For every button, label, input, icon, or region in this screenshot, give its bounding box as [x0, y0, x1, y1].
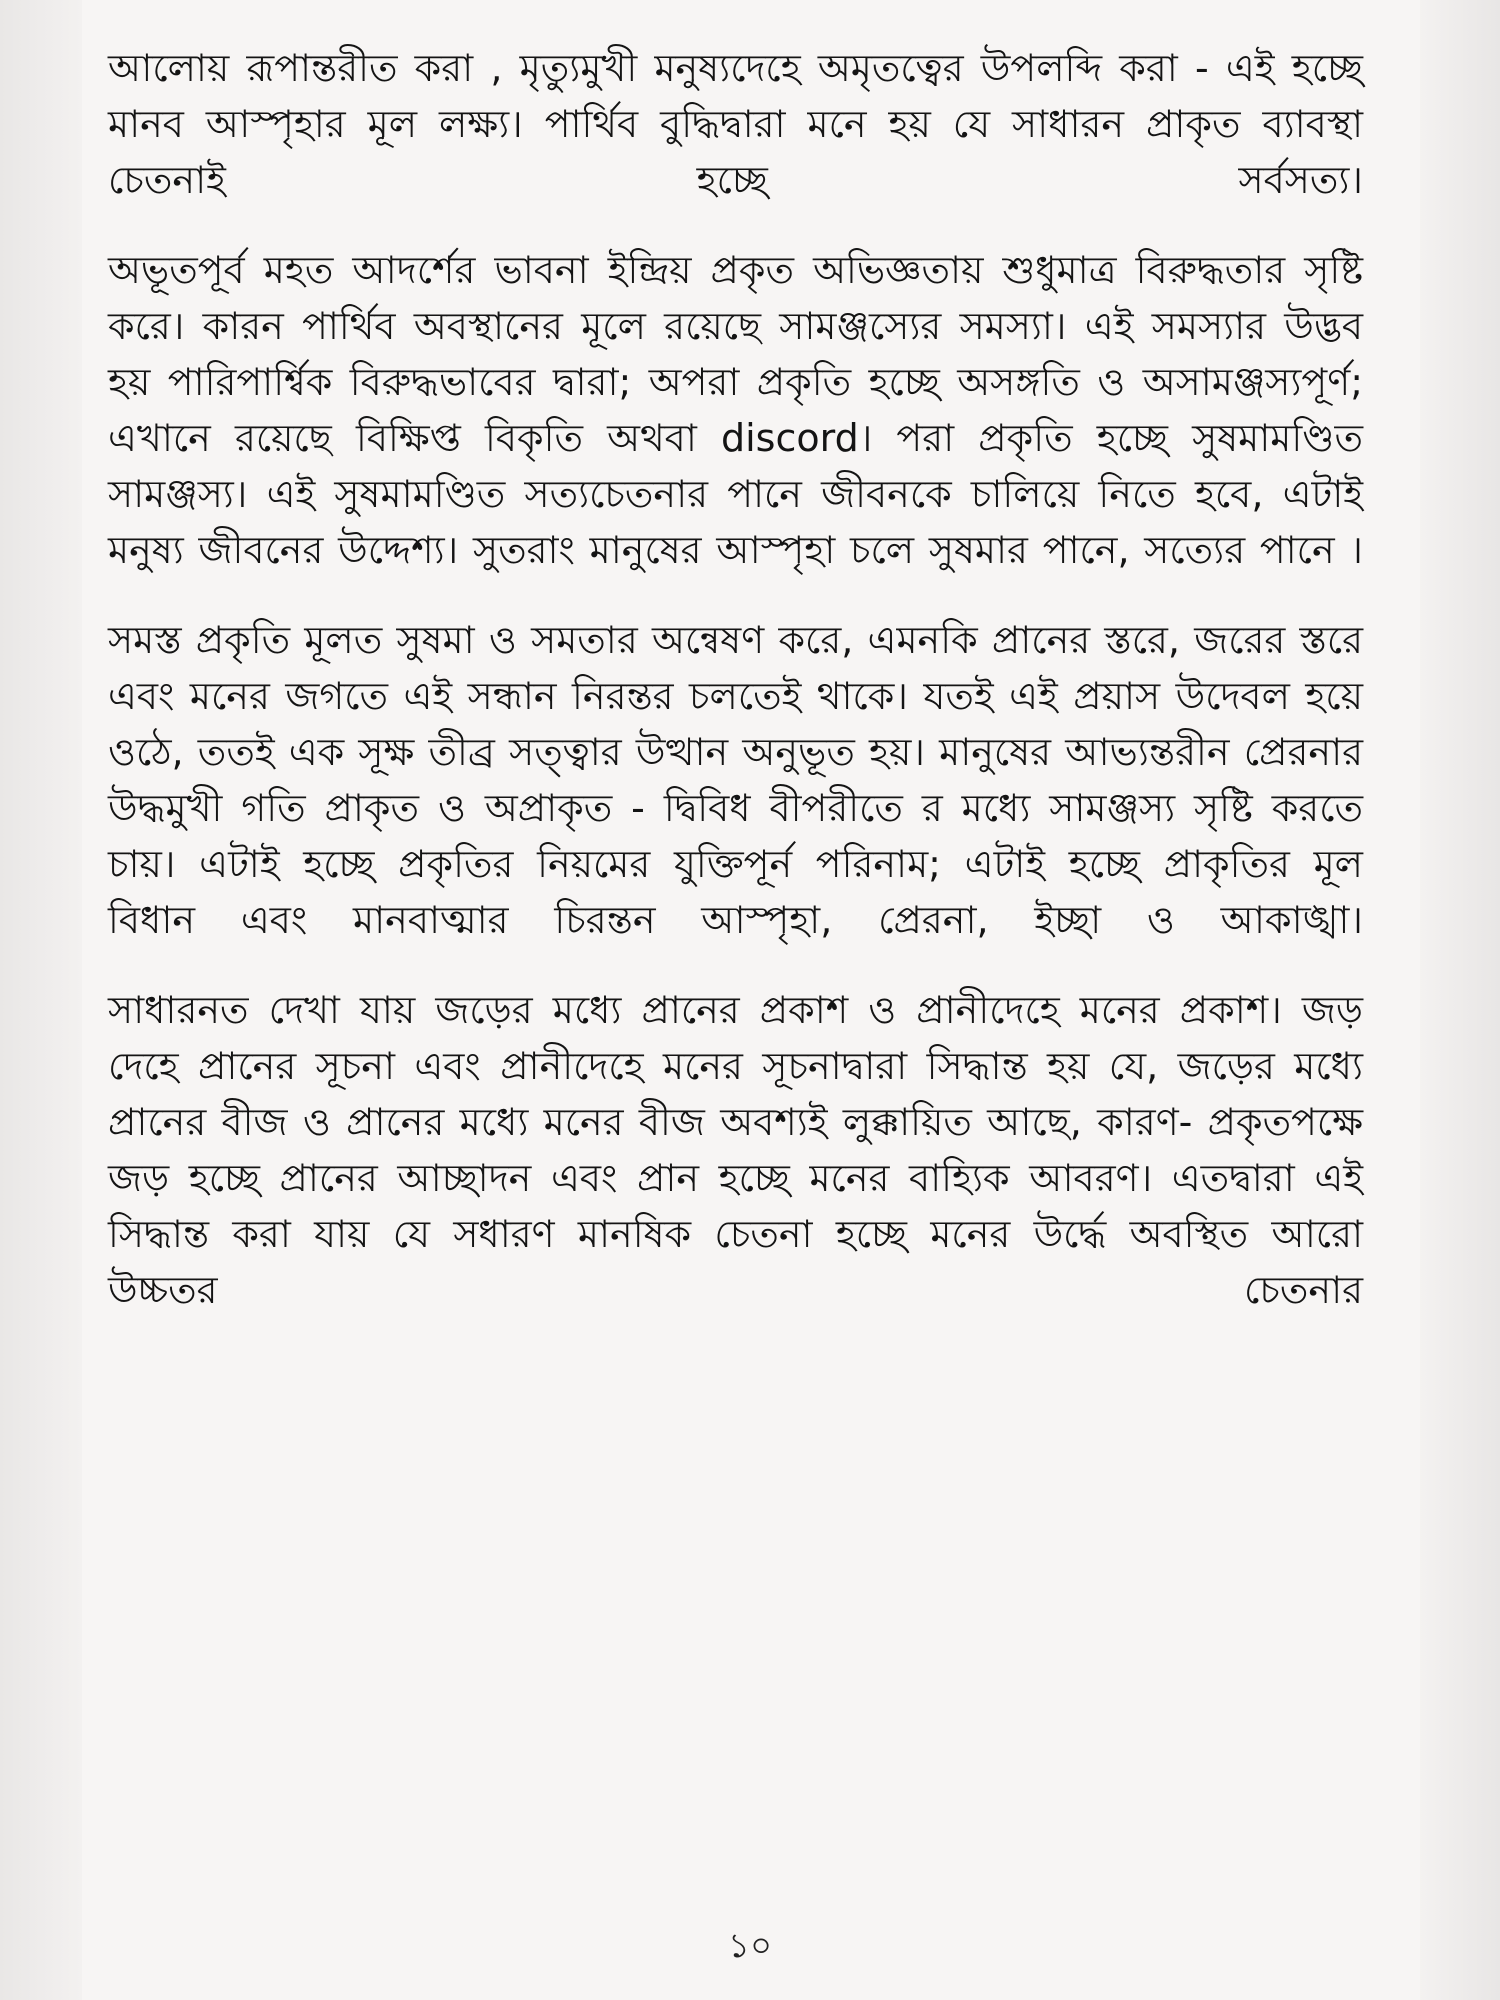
paragraph-3: সমস্ত প্রকৃতি মূলত সুষমা ও সমতার অন্বেষণ করে, এমনকি প্রানের স্তরে, জরের স্তরে এবং মনের জগতে এই সন্ধান নিরন্তর চলতেই থাকে। যতই এই প্রয়াস উদেবল হয়ে ওঠে, ততই এক সূক্ষ তীব্র সত্ত্বার উত্থান অনুভূত হয়। মানুষের আভ্যন্তরীন প্রেরনার উদ্ধমুখী গতি প্রাকৃত ও অপ্রাকৃত - দ্বিবিধ বীপরীতে র মধ্যে সামঞ্জস্য সৃষ্টি করতে চায়। এটাই হচ্ছে প্রকৃতির নিয়মের যুক্তিপূর্ন পরিনাম; এটাই হচ্ছে প্রাকৃতির মূল বিধান এবং মানবাত্মার চিরন্তন আস্পৃহা, প্রেরনা, ইচ্ছা ও আকাঙ্খা।: [108, 618, 1363, 942]
page-body-text: [108, 40, 1363, 1318]
paragraph-2: অভূতপূর্ব মহত আদর্শের ভাবনা ইন্দ্রিয় প্রকৃত অভিজ্ঞতায় শুধুমাত্র বিরুদ্ধতার সৃষ্টি করে। কারন পার্থিব অবস্থানের মূলে রয়েছে সামঞ্জস্যের সমস্যা। এই সমস্যার উদ্ভব হয় পারিপার্শ্বিক বিরুদ্ধভাবের দ্বারা; অপরা প্রকৃতি হচ্ছে অসঙ্গতি ও অসামঞ্জস্যপূর্ণ; এখানে রয়েছে বিক্ষিপ্ত বিকৃতি অথবা discord। পরা প্রকৃতি হচ্ছে সুষমামণ্ডিত সামঞ্জস্য। এই সুষমামণ্ডিত সত্যচেতনার পানে জীবনকে চালিয়ে নিতে হবে, এটাই মনুষ্য জীবনের উদ্দেশ্য। সুতরাং মানুষের আস্পৃহা চলে সুষমার পানে, সত্যের পানে ।: [108, 248, 1363, 572]
paragraph-4: সাধারনত দেখা যায় জড়ের মধ্যে প্রানের প্রকাশ ও প্রানীদেহে মনের প্রকাশ। জড় দেহে প্রানের সূচনা এবং প্রানীদেহে মনের সূচনাদ্বারা সিদ্ধান্ত হয় যে, জড়ের মধ্যে প্রানের বীজ ও প্রানের মধ্যে মনের বীজ অবশ্যই লুক্কায়িত আছে, কারণ- প্রকৃতপক্ষে জড় হচ্ছে প্রানের আচ্ছাদন এবং প্রান হচ্ছে মনের বাহ্যিক আবরণ। এতদ্বারা এই সিদ্ধান্ত করা যায় যে সধারণ মানষিক চেতনা হচ্ছে মনের উর্দ্ধে অবস্থিত আরো উচ্চতর চেতনার: [108, 988, 1363, 1312]
page-number: ১০: [727, 1926, 773, 1966]
paragraph-1: আলোয় রূপান্তরীত করা , মৃত্যুমুখী মনুষ্যদেহে অমৃতত্বের উপলব্দি করা - এই হচ্ছে মানব আস্পৃহার মূল লক্ষ্য। পার্থিব বুদ্ধিদ্বারা মনে হয় যে সাধারন প্রাকৃত ব্যাবস্থা চেতনাই হচ্ছে সর্বসত্য।: [108, 46, 1363, 202]
